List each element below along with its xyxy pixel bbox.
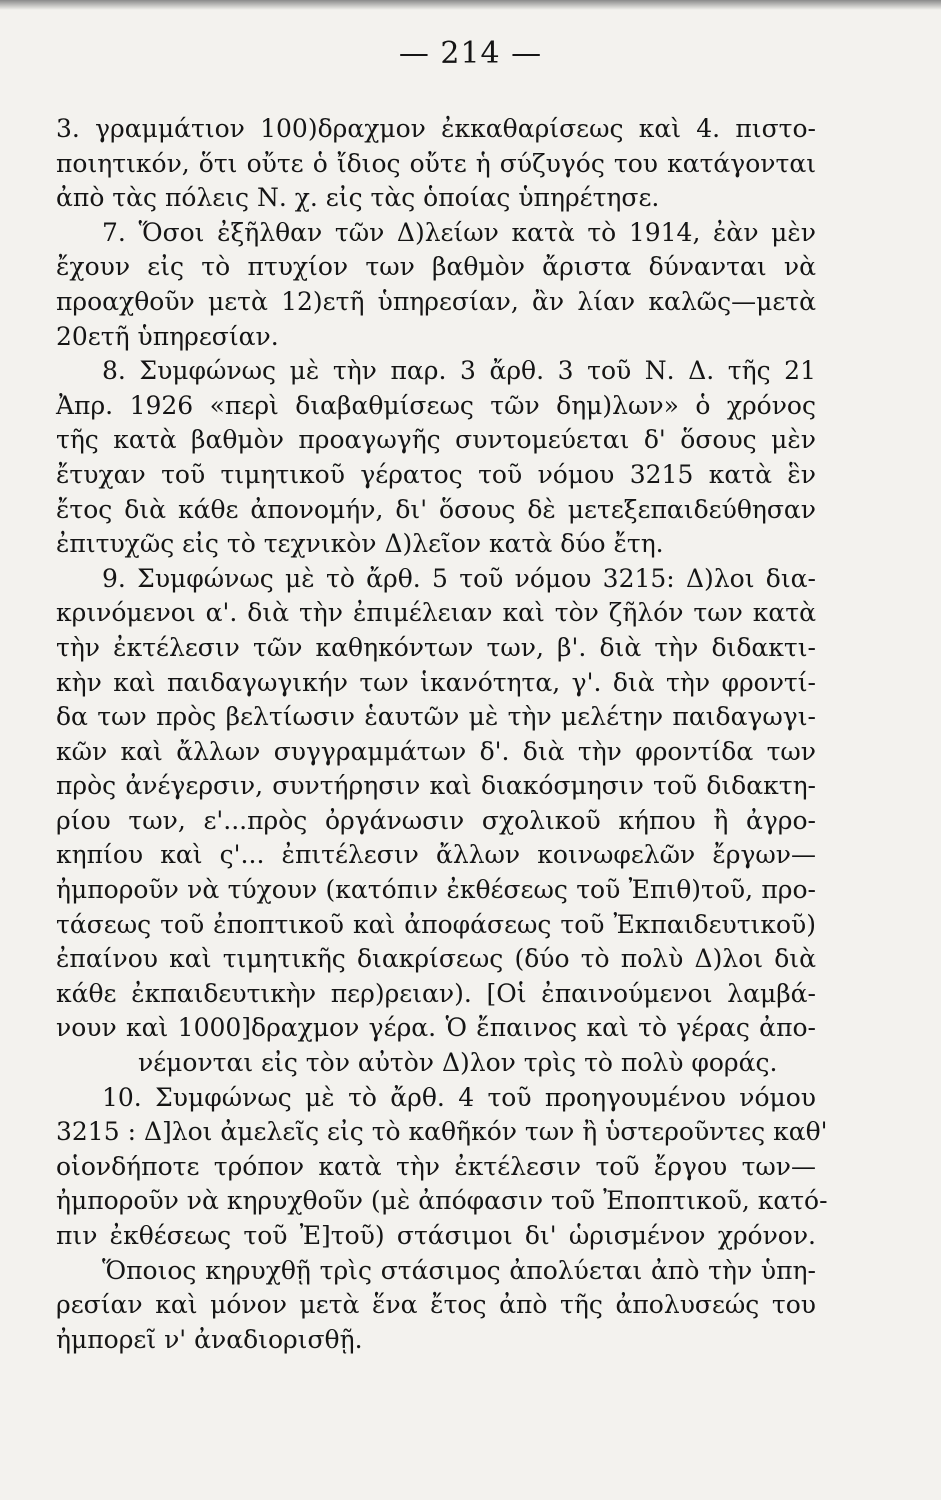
text-line: κῶν καὶ ἄλλων συγγραμμάτων δ'. διὰ τὴν φροντίδα των [56,736,816,766]
text-line: πιν ἐκθέσεως τοῦ Ἐ]τοῦ) στάσιμοι δι' ὡρισμένον χρόνον. [56,1221,816,1250]
text-line: 10. Συμφώνως μὲ τὸ ἄρθ. 4 τοῦ προηγουμένου νόμου [102,1082,816,1112]
text-line: νέμονται εἰς τὸν αὐτὸν Δ)λον τρὶς τὸ πολὺ φοράς. [138,1048,778,1078]
text-line: 20ετῆ ὑπηρεσίαν. [56,321,279,351]
text-line: τὴν ἐκτέλεσιν τῶν καθηκόντων των, β'. διὰ τὴν διδακτι- [56,632,816,662]
page-top-edge-shadow [0,0,941,10]
text-line: Ὅποιος κηρυχθῇ τρὶς στάσιμος ἀπολύεται ἀπὸ τὴν ὑπη- [102,1255,816,1285]
text-line: 7. Ὅσοι ἐξῆλθαν τῶν Δ)λείων κατὰ τὸ 1914, ἐὰν μὲν [102,217,816,247]
text-line: προαχθοῦν μετὰ 12)ετῆ ὑπηρεσίαν, ἂν λίαν καλῶς—μετὰ [56,286,816,316]
text-line: ποιητικόν, ὅτι οὔτε ὁ ἴδιος οὔτε ἡ σύζυγός του κατάγονται [56,148,816,178]
text-line: ἀπὸ τὰς πόλεις Ν. χ. εἰς τὰς ὁποίας ὑπηρέτησε. [56,183,660,213]
text-line: ἐπιτυχῶς εἰς τὸ τεχνικὸν Δ)λεῖον κατὰ δύο ἔτη. [56,529,664,559]
text-line: ἠμποροῦν νὰ τύχουν (κατόπιν ἐκθέσεως τοῦ Ἐπιθ)τοῦ, προ- [56,875,816,905]
text-line: ρίου των, ε'...πρὸς ὀργάνωσιν σχολικοῦ κήπου ἢ ἀγρο- [56,805,816,835]
text-line: Ἀπρ. 1926 «περὶ διαβαθμίσεως τῶν δημ)λων» ὁ χρόνος [56,390,816,420]
text-line: κηπίου καὶ ς'... ἐπιτέλεσιν ἄλλων κοινωφελῶν ἔργων— [56,840,816,870]
text-line: ρεσίαν καὶ μόνον μετὰ ἕνα ἔτος ἀπὸ τῆς ἀπολυσεώς του [56,1290,816,1320]
text-line: δα των πρὸς βελτίωσιν ἑαυτῶν μὲ τὴν μελέτην παιδαγωγι- [56,702,816,732]
text-line: κάθε ἐκπαιδευτικὴν περ)ρειαν). [Οἱ ἐπαινούμενοι λαμβά- [56,978,816,1008]
text-line: τάσεως τοῦ ἐποπτικοῦ καὶ ἀποφάσεως τοῦ Ἐκπαιδευτικοῦ) [56,909,816,939]
text-line: ἠμποροῦν νὰ κηρυχθοῦν (μὲ ἀπόφασιν τοῦ Ἐποπτικοῦ, κατό- [56,1186,828,1216]
text-line: ἐπαίνου καὶ τιμητικῆς διακρίσεως (δύο τὸ πολὺ Δ)λοι διὰ [56,944,816,974]
text-line: 3. γραμμάτιον 100)δραχμον ἐκκαθαρίσεως καὶ 4. πιστο- [56,114,816,143]
text-line: πρὸς ἀνέγερσιν, συντήρησιν καὶ διακόσμησιν τοῦ διδακτη- [56,771,816,801]
text-line: ἠμπορεῖ ν' ἀναδιορισθῇ. [56,1324,363,1354]
text-line: 3215 : Δ]λοι ἀμελεῖς εἰς τὸ καθῆκόν των ἢ ὑστεροῦντες καθ' [56,1117,828,1147]
page-body-text [56,112,828,1357]
text-line: κὴν καὶ παιδαγωγικήν των ἱκανότητα, γ'. διὰ τὴν φροντί- [56,667,816,697]
text-line: οἱονδήποτε τρόπον κατὰ τὴν ἐκτέλεσιν τοῦ ἔργου των— [56,1151,816,1181]
text-line: ἔχουν εἰς τὸ πτυχίον των βαθμὸν ἄριστα δύνανται νὰ [56,252,816,282]
text-line: κρινόμενοι α'. διὰ τὴν ἐπιμέλειαν καὶ τὸν ζῆλόν των κατὰ [56,598,816,628]
text-line: 9. Συμφώνως μὲ τὸ ἄρθ. 5 τοῦ νόμου 3215: Δ)λοι δια- [102,563,816,593]
text-line: 8. Συμφώνως μὲ τὴν παρ. 3 ἄρθ. 3 τοῦ Ν. Δ. τῆς 21 [102,356,816,386]
text-line: νουν καὶ 1000]δραχμον γέρα. Ὁ ἔπαινος καὶ τὸ γέρας ἀπο- [56,1013,816,1043]
text-line: τῆς κατὰ βαθμὸν προαγωγῆς συντομεύεται δ' ὅσους μὲν [56,425,816,455]
page-number: — 214 — [398,36,543,71]
text-line: ἔτος διὰ κάθε ἀπονομήν, δι' ὅσους δὲ μετεξεπαιδεύθησαν [56,494,816,524]
text-line: ἔτυχαν τοῦ τιμητικοῦ γέρατος τοῦ νόμου 3215 κατὰ ἓν [56,459,816,489]
